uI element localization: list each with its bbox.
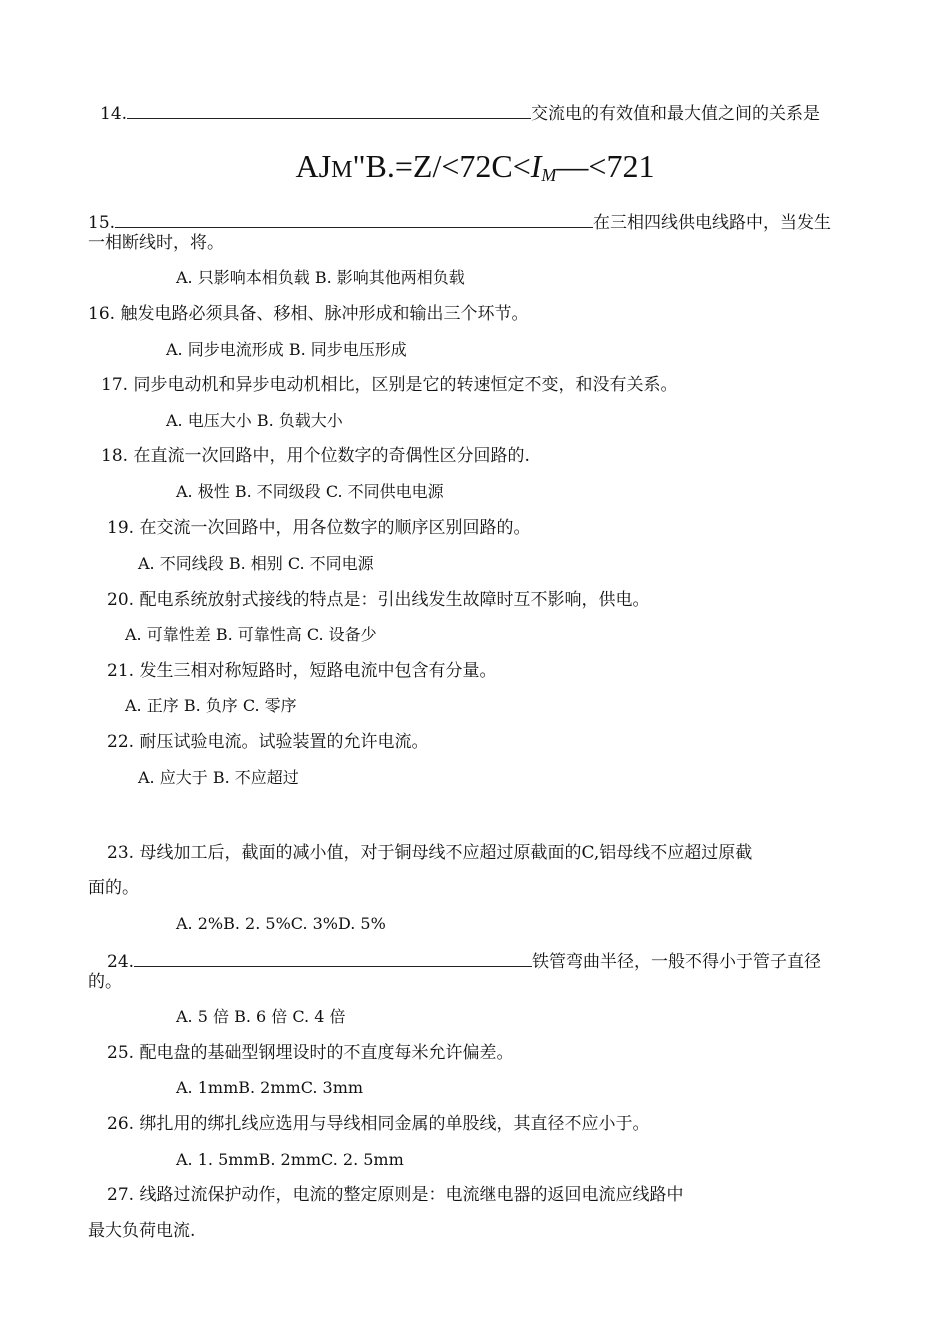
- q15-continuation: 一相断线时，将。: [88, 233, 224, 253]
- q23-text: 23. 母线加工后，截面的减小值，对于铜母线不应超过原截面的C,铝母线不应超过原截: [107, 843, 753, 863]
- q24-continuation: 的。: [88, 972, 122, 992]
- q16-text: 16. 触发电路必须具备、移相、脉冲形成和输出三个环节。: [88, 304, 529, 324]
- q15-answer-blank[interactable]: [115, 210, 593, 228]
- q15-number: 15.: [88, 213, 116, 233]
- q15-options: A. 只影响本相负载 B. 影响其他两相负载: [176, 268, 465, 287]
- q22-text: 22. 耐压试验电流。试验装置的允许电流。: [107, 732, 429, 752]
- q15-text: 在三相四线供电线路中，当发生: [593, 213, 832, 233]
- q27-continuation: 最大负荷电流.: [88, 1221, 196, 1241]
- q14-number: 14.: [100, 104, 128, 124]
- q17-text: 17. 同步电动机和异步电动机相比，区别是它的转速恒定不变，和没有关系。: [101, 375, 678, 395]
- q20-text: 20. 配电系统放射式接线的特点是：引出线发生故障时互不影响，供电。: [107, 590, 650, 610]
- q26-text: 26. 绑扎用的绑扎线应选用与导线相同金属的单股线，其直径不应小于。: [107, 1114, 650, 1134]
- q19-options: A. 不同线段 B. 相别 C. 不同电源: [138, 554, 374, 573]
- q24-answer-blank[interactable]: [134, 949, 532, 967]
- q19-text: 19. 在交流一次回路中，用各位数字的顺序区别回路的。: [107, 518, 531, 538]
- q23-options: A. 2%B. 2. 5%C. 3%D. 5%: [176, 914, 386, 933]
- q25-options: A. 1mmB. 2mmC. 3mm: [176, 1078, 364, 1097]
- formula-part: M: [331, 157, 353, 183]
- q14-answer-blank[interactable]: [127, 101, 531, 119]
- q27-text: 27. 线路过流保护动作，电流的整定原则是：电流继电器的返回电流应线路中: [107, 1185, 684, 1205]
- formula-part: I: [530, 148, 542, 184]
- q25-text: 25. 配电盘的基础型钢埋设时的不直度每米允许偏差。: [107, 1043, 514, 1063]
- q26-options: A. 1. 5mmB. 2mmC. 2. 5mm: [176, 1150, 404, 1169]
- q21-options: A. 正序 B. 负序 C. 零序: [125, 696, 297, 715]
- q20-options: A. 可靠性差 B. 可靠性高 C. 设备少: [125, 625, 377, 644]
- q24-text: 铁管弯曲半径，一般不得小于管子直径: [532, 952, 822, 972]
- q17-options: A. 电压大小 B. 负载大小: [166, 411, 343, 430]
- q24-line: [107, 949, 821, 973]
- formula-subscript: M: [541, 165, 557, 185]
- formula-part: AJ: [295, 148, 332, 184]
- q24-number: 24.: [107, 952, 135, 972]
- q18-text: 18. 在直流一次回路中，用个位数字的奇偶性区分回路的.: [101, 446, 530, 466]
- q15-line: [88, 210, 831, 234]
- q18-options: A. 极性 B. 不同级段 C. 不同供电电源: [176, 482, 444, 501]
- q21-text: 21. 发生三相对称短路时，短路电流中包含有分量。: [107, 661, 497, 681]
- q14-line: [100, 101, 820, 125]
- q22-options: A. 应大于 B. 不应超过: [138, 768, 299, 787]
- formula-part: "B.=Z/<72C<: [352, 148, 531, 184]
- q24-options: A. 5 倍 B. 6 倍 C. 4 倍: [176, 1007, 346, 1026]
- q14-formula: [0, 146, 950, 195]
- formula-part: —<721: [556, 148, 655, 184]
- q23-continuation: 面的。: [88, 878, 139, 898]
- q14-text: 交流电的有效值和最大值之间的关系是: [531, 104, 821, 124]
- q16-options: A. 同步电流形成 B. 同步电压形成: [166, 340, 407, 359]
